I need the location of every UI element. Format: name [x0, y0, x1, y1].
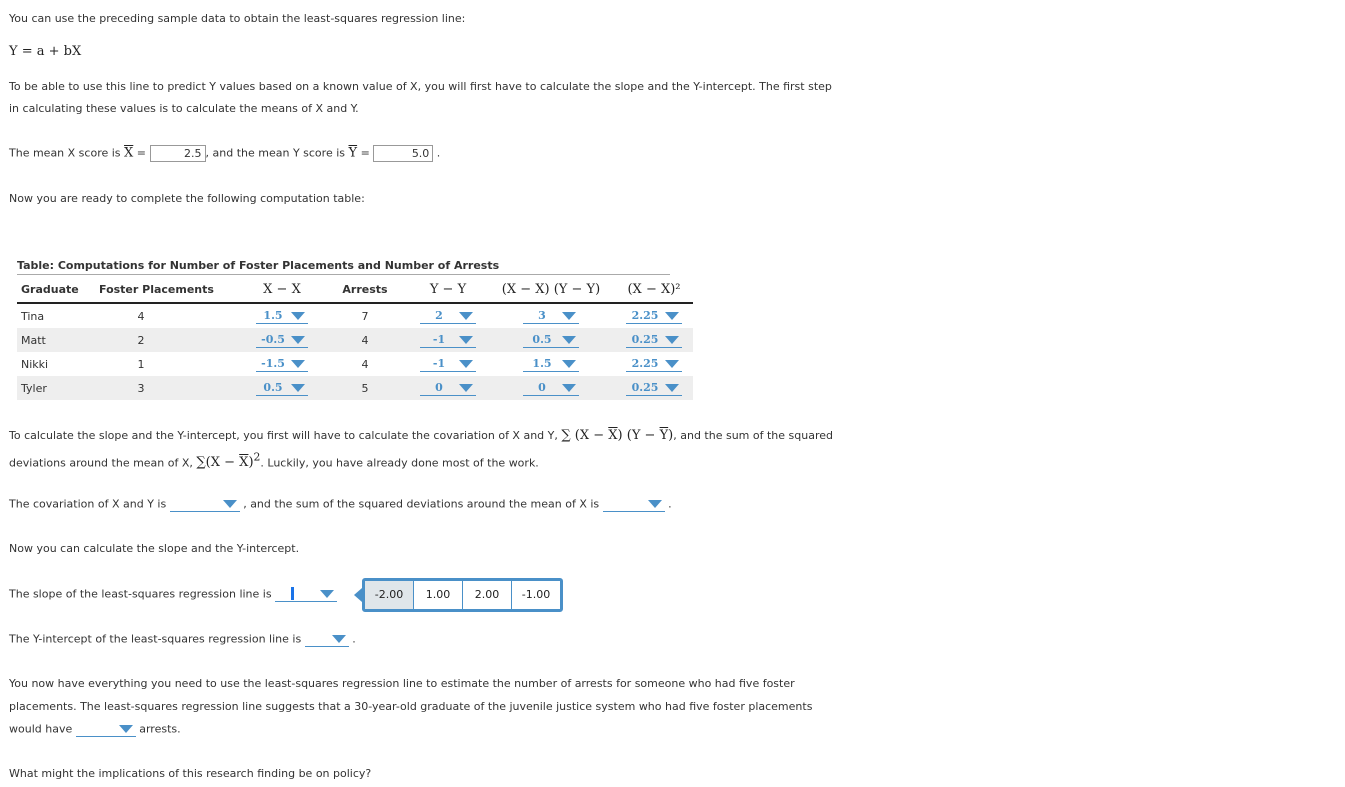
ss-formula: $\sum(X - \overline{X})^2$: [196, 451, 261, 471]
graduate-name: Tina: [21, 309, 45, 323]
table-row: [17, 303, 693, 328]
para1-line2: in calculating these values is to calculate the means of X and Y.: [9, 102, 359, 115]
arrests-dropdown[interactable]: [76, 722, 136, 737]
arrests: 5: [321, 376, 409, 400]
table-row: [17, 328, 693, 352]
yd-dropdown[interactable]: -1: [420, 357, 476, 372]
intercept-label: The Y-intercept of the least-squares regression line is: [9, 632, 302, 646]
chevron-down-icon: [648, 500, 662, 508]
chevron-down-icon: [119, 725, 133, 733]
chevron-down-icon: [332, 635, 346, 643]
xd-dropdown[interactable]: 1.5: [256, 309, 308, 324]
covariation-formula: ∑ $(X - \overline{X})$ $(Y - \overline{Y})$: [561, 428, 674, 443]
graduate-name: Tyler: [17, 376, 95, 400]
dropdown-option[interactable]: 2.00: [463, 581, 512, 609]
chevron-down-icon: [223, 500, 237, 508]
foster-placements: 3: [95, 376, 243, 400]
arrests-label: arrests.: [139, 722, 181, 736]
para2-line2-end: . Luckily, you have already done most of the work.: [260, 456, 539, 470]
sq-dropdown[interactable]: 0.25: [626, 333, 682, 348]
slope-label: The slope of the least-squares regression line is: [9, 587, 272, 601]
now-calc-text: Now you can calculate the slope and the Y-intercept.: [9, 542, 300, 555]
prod-dropdown[interactable]: 0.5: [523, 333, 579, 348]
para2-line2: deviations around the mean of X,: [9, 456, 193, 470]
col-y-dev: Y − Y: [409, 276, 487, 303]
foster-placements: 2: [95, 328, 243, 352]
intercept-dropdown[interactable]: [305, 632, 349, 647]
chevron-down-icon: [459, 312, 473, 320]
para3-line2: placements. The least-squares regression line suggests that a 30-year-old graduate of the juvenile justice system who had five foster placements: [9, 700, 813, 713]
chevron-down-icon: [562, 360, 576, 368]
yd-dropdown[interactable]: -1: [420, 333, 476, 348]
covariation-dropdown[interactable]: [170, 497, 240, 512]
graduate-name: Nikki: [21, 357, 49, 371]
mean-y-input[interactable]: 5.0: [373, 145, 433, 162]
arrests: 4: [321, 328, 409, 352]
arrests: 4: [361, 357, 369, 371]
chevron-down-icon: [665, 360, 679, 368]
sq-dropdown[interactable]: 2.25: [626, 357, 682, 372]
y-bar-symbol: $\overline{Y}$: [348, 145, 358, 161]
intro-text: You can use the preceding sample data to obtain the least-squares regression line:: [9, 12, 466, 25]
chevron-down-icon: [291, 360, 305, 368]
prod-dropdown[interactable]: 3: [523, 309, 579, 324]
graduate-name: Matt: [17, 328, 95, 352]
xd-dropdown[interactable]: -0.5: [256, 333, 308, 348]
ss-dropdown[interactable]: [603, 497, 665, 512]
sq-dropdown[interactable]: 2.25: [626, 309, 682, 324]
col-graduate: Graduate: [17, 276, 95, 303]
yd-dropdown[interactable]: 0: [420, 381, 476, 396]
regression-equation: Y = a + bX: [9, 44, 82, 59]
chevron-down-icon: [562, 312, 576, 320]
para1-line1: To be able to use this line to predict Y values based on a known value of X, you will first have to calculate the slope and the Y-intercept. The first step: [9, 80, 832, 93]
chevron-down-icon: [665, 336, 679, 344]
dropdown-option[interactable]: -1.00: [521, 588, 551, 601]
chevron-down-icon: [665, 312, 679, 320]
chevron-down-icon: [291, 336, 305, 344]
xd-dropdown[interactable]: -1.5: [256, 357, 308, 372]
table-title: Table: Computations for Number of Foster Placements and Number of Arrests: [17, 259, 670, 275]
slope-dropdown-menu: [362, 578, 563, 612]
ready-text: Now you are ready to complete the following computation table:: [9, 192, 365, 205]
mean-x-input[interactable]: 2.5: [150, 145, 206, 162]
chevron-down-icon: [291, 384, 305, 392]
chevron-down-icon: [665, 384, 679, 392]
foster-placements: 1: [137, 357, 145, 371]
xd-dropdown[interactable]: 0.5: [256, 381, 308, 396]
chevron-down-icon: [459, 336, 473, 344]
ss-label: , and the sum of the squared deviations around the mean of X is: [243, 497, 600, 511]
col-product: (X − X) (Y − Y): [487, 276, 615, 303]
prod-dropdown[interactable]: 1.5: [523, 357, 579, 372]
para2-line1-end: , and the sum of the squared: [673, 429, 833, 442]
computation-table: [17, 276, 693, 400]
dropdown-pointer: [354, 588, 362, 602]
prod-dropdown[interactable]: 0: [523, 381, 579, 396]
table-row: [17, 352, 693, 376]
chevron-down-icon: [459, 384, 473, 392]
x-bar-symbol: $\overline{X}$: [124, 145, 134, 161]
chevron-down-icon: [562, 384, 576, 392]
arrests: 7: [361, 309, 369, 323]
chevron-down-icon: [320, 590, 334, 598]
would-have-label: would have: [9, 722, 73, 736]
table-row: [17, 376, 693, 400]
col-arrests: Arrests: [321, 276, 409, 303]
yd-dropdown[interactable]: 2: [420, 309, 476, 324]
chevron-down-icon: [291, 312, 305, 320]
focus-cursor: [291, 587, 294, 600]
slope-dropdown[interactable]: [275, 587, 337, 602]
foster-placements: 4: [137, 309, 145, 323]
para2-line1: To calculate the slope and the Y-intercept, you first will have to calculate the covariation of X and Y,: [9, 429, 558, 442]
dropdown-option[interactable]: -2.00: [365, 581, 414, 609]
chevron-down-icon: [459, 360, 473, 368]
mean-y-label: , and the mean Y score is: [205, 146, 345, 160]
mean-x-label: The mean X score is: [9, 146, 121, 160]
sq-dropdown[interactable]: 0.25: [626, 381, 682, 396]
col-x-dev-sq: (X − X)²: [615, 276, 693, 303]
col-foster: Foster Placements: [95, 276, 243, 303]
chevron-down-icon: [562, 336, 576, 344]
cov-label: The covariation of X and Y is: [9, 497, 167, 511]
para3-line1: You now have everything you need to use the least-squares regression line to estimate the number of arrests for someone who had five foster: [9, 677, 795, 690]
policy-question: What might the implications of this research finding be on policy?: [9, 767, 372, 780]
dropdown-option[interactable]: 1.00: [414, 581, 463, 609]
col-x-dev: X − X: [243, 276, 321, 303]
